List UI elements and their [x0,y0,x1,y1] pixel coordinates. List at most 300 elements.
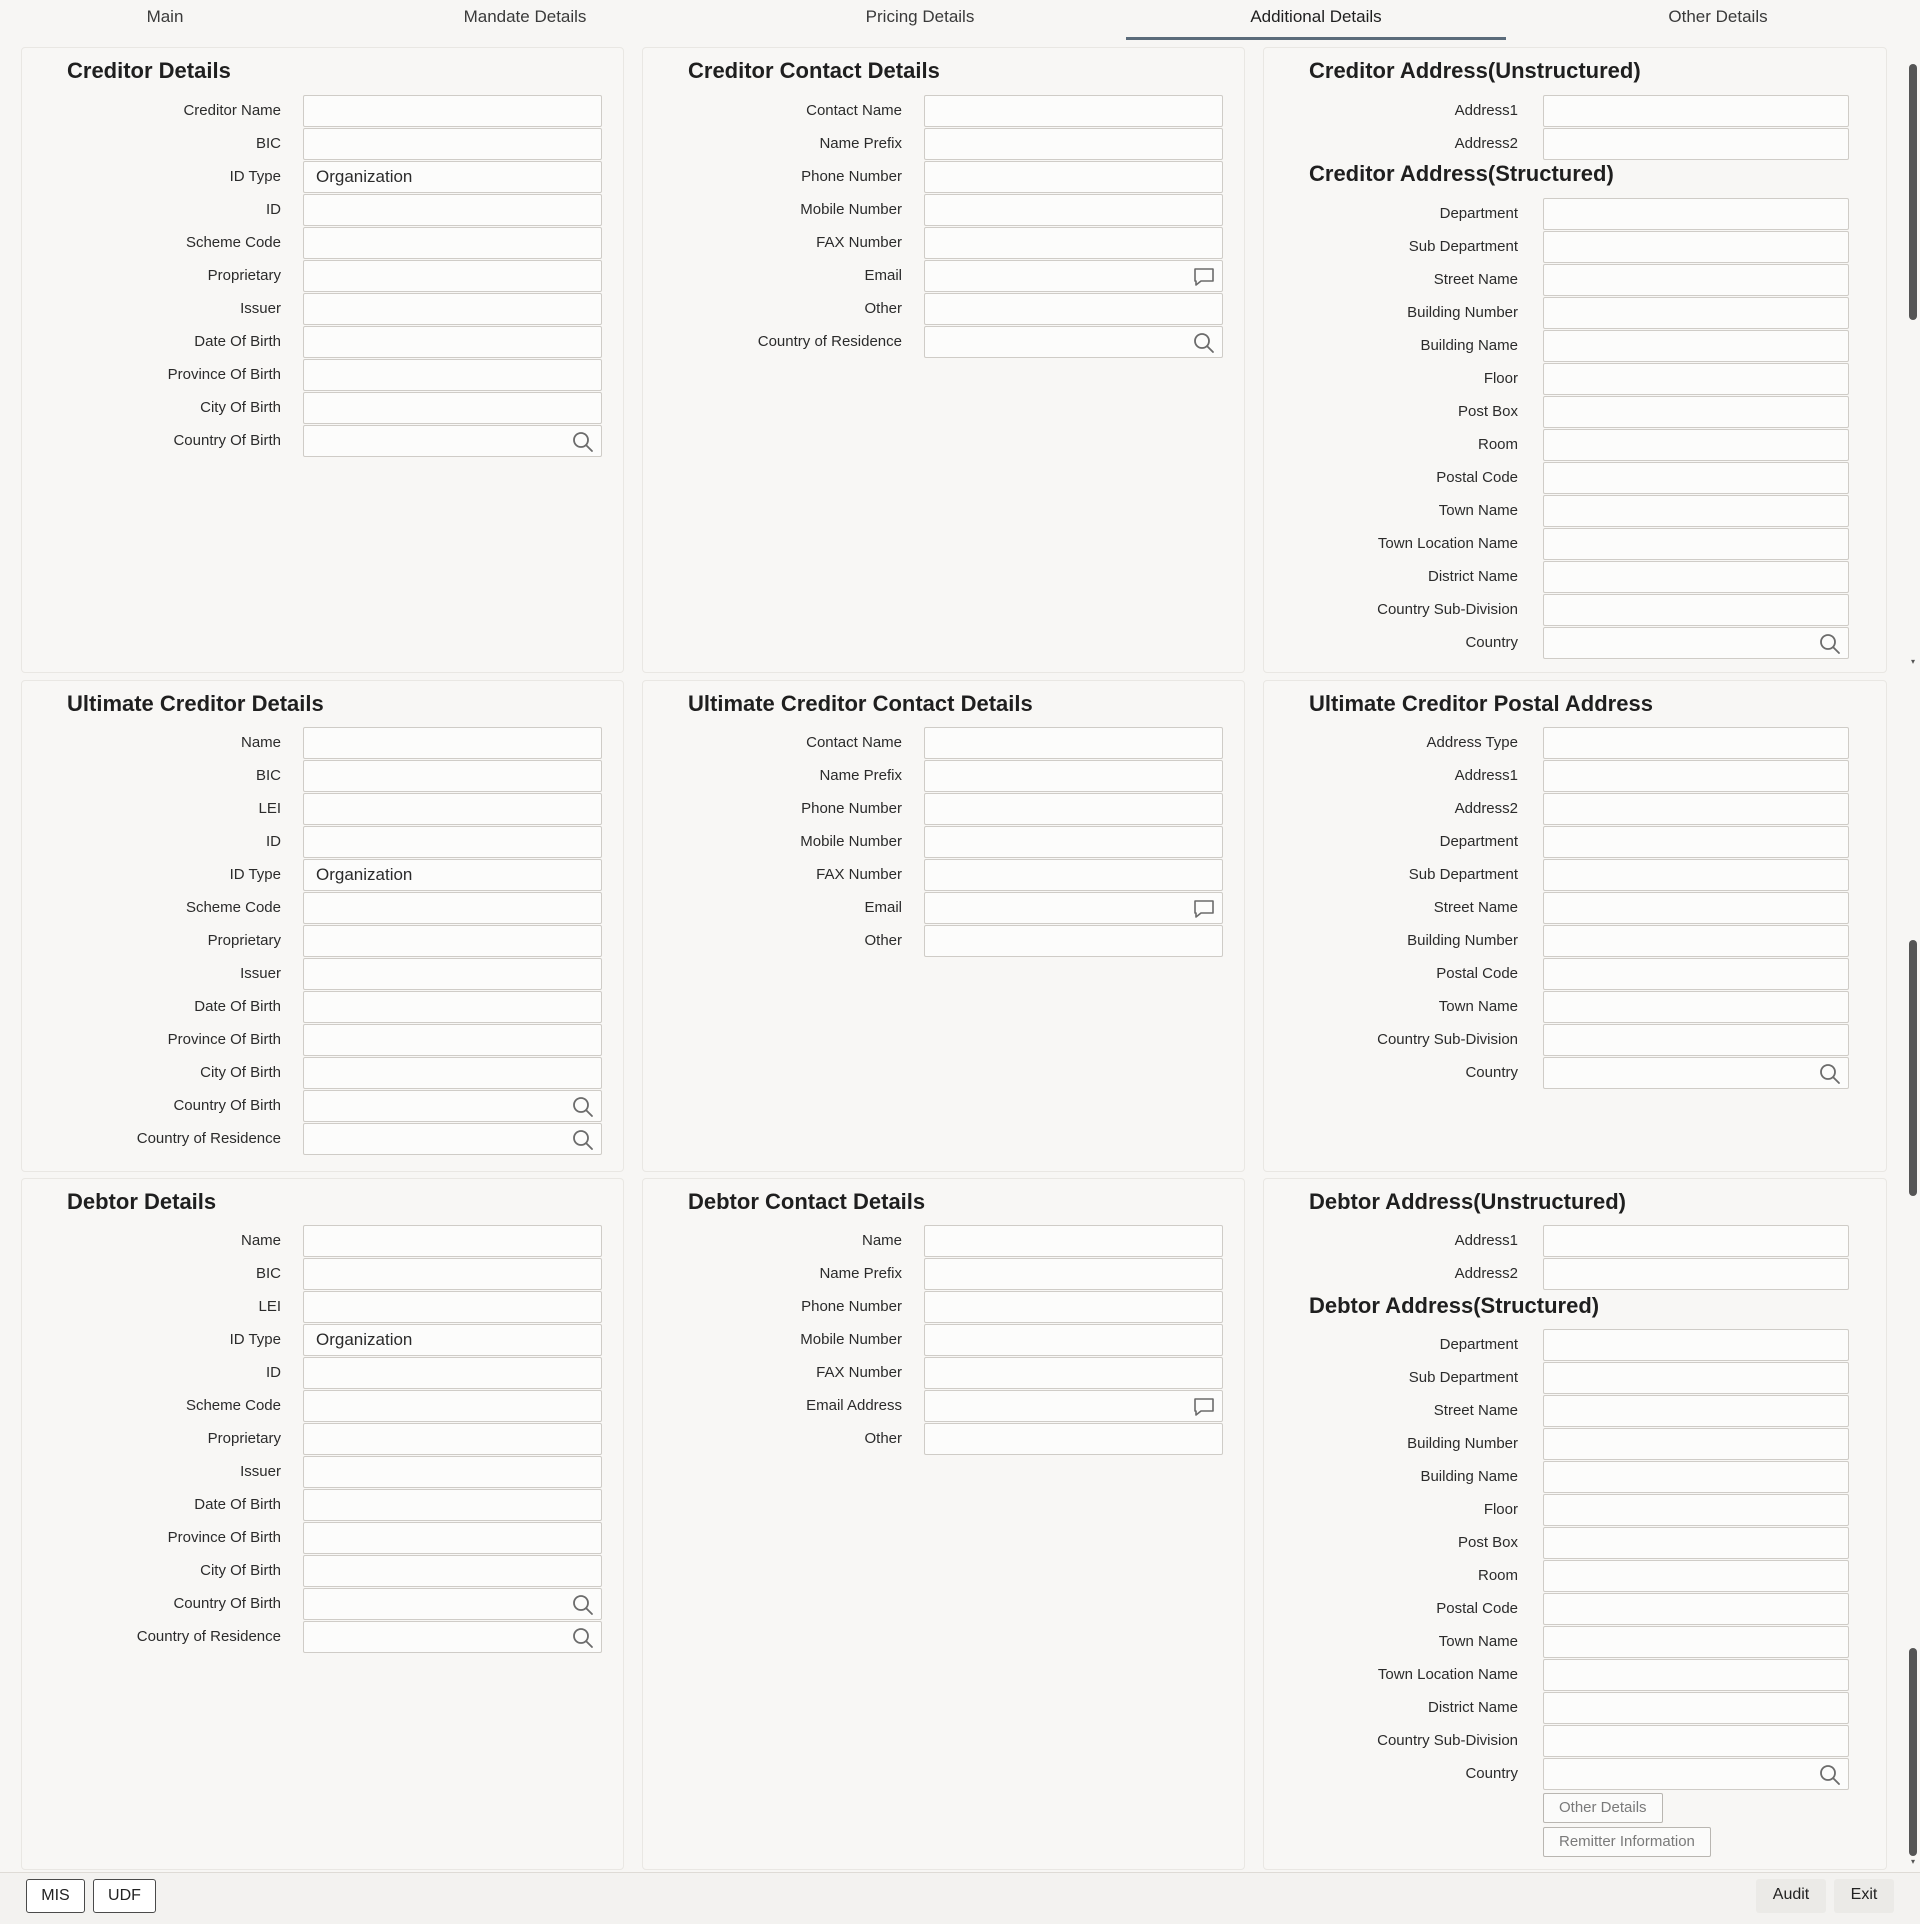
other-details-button[interactable]: Other Details [1543,1793,1663,1823]
scheme-code-row [22,1390,602,1422]
mobile-number-field[interactable] [924,194,1223,226]
town-name-field[interactable] [1543,495,1849,527]
country-of-birth-label: Country Of Birth [173,432,281,449]
scroll-thumb-bottom[interactable] [1909,1648,1917,1856]
fax-number-label: FAX Number [816,234,902,251]
town-location-name-field[interactable] [1543,528,1849,560]
email-address-label: Email Address [806,1397,902,1414]
id-type-field[interactable] [303,1324,602,1356]
district-name-label: District Name [1427,568,1518,585]
scheme-code-label: Scheme Code [185,1397,281,1414]
lei-row [22,793,602,825]
name-prefix-label: Name Prefix [819,135,902,152]
tab-pricing-details[interactable]: Pricing Details [865,7,975,26]
country-of-birth-label: Country Of Birth [173,1595,281,1612]
proprietary-label: Proprietary [207,932,281,949]
country-of-birth-row [22,425,602,457]
province-of-birth-field[interactable] [303,359,602,391]
creditor-name-field[interactable] [303,95,602,127]
sub-department-label: Sub Department [1408,866,1518,883]
postal-code-label: Postal Code [1436,469,1518,486]
country-field[interactable] [1543,1057,1849,1089]
country-label: Country [1465,634,1518,651]
email-field[interactable] [924,260,1223,292]
ultimate-creditor-postal-address-title: Ultimate Creditor Postal Address [1309,691,1653,716]
town-location-name-row [1264,528,1849,560]
city-of-birth-field[interactable] [303,1555,602,1587]
name-field[interactable] [303,1225,602,1257]
search-icon[interactable] [571,1128,595,1152]
debtor-details-title: Debtor Details [67,1189,217,1214]
issuer-label: Issuer [240,1463,281,1480]
other-row [643,1423,1223,1455]
bic-row [22,1258,602,1290]
address2-row [1264,793,1849,825]
room-field[interactable] [1543,429,1849,461]
scheme-code-label: Scheme Code [185,234,281,251]
town-name-row [1264,991,1849,1023]
issuer-label: Issuer [240,965,281,982]
issuer-row [22,958,602,990]
department-label: Department [1439,205,1518,222]
postal-code-label: Postal Code [1436,965,1518,982]
issuer-label: Issuer [240,300,281,317]
search-icon[interactable] [571,1626,595,1650]
creditor-name-label: Creditor Name [183,102,281,119]
room-row [1264,429,1849,461]
audit-button[interactable]: Audit [1756,1879,1826,1913]
lei-field[interactable] [303,1291,602,1323]
country-of-residence-row [22,1123,602,1155]
country-of-residence-field[interactable] [924,326,1223,358]
creditor-name-row [22,95,602,127]
search-icon[interactable] [571,1593,595,1617]
mobile-number-row [643,1324,1223,1356]
contact-name-field[interactable] [924,727,1223,759]
district-name-field[interactable] [1543,561,1849,593]
country-sub-division-label: Country Sub-Division [1377,1732,1518,1749]
id-row [22,826,602,858]
department-row [1264,826,1849,858]
town-name-label: Town Name [1438,1633,1518,1650]
floor-field[interactable] [1543,1494,1849,1526]
bic-row [22,760,602,792]
country-sub-division-label: Country Sub-Division [1377,1031,1518,1048]
city-of-birth-label: City Of Birth [200,1064,281,1081]
sub-department-row [1264,231,1849,263]
other-label: Other [864,300,902,317]
lei-label: LEI [258,800,281,817]
post-box-label: Post Box [1457,403,1518,420]
street-name-label: Street Name [1433,271,1518,288]
address2-label: Address2 [1454,1265,1518,1282]
country-field[interactable] [1543,627,1849,659]
date-of-birth-field[interactable] [303,991,602,1023]
mobile-number-row [643,194,1223,226]
id-field[interactable] [303,194,602,226]
issuer-field[interactable] [303,958,602,990]
id-type-label: ID Type [229,1331,281,1348]
room-label: Room [1477,436,1518,453]
name-prefix-field[interactable] [924,128,1223,160]
country-sub-division-field[interactable] [1543,1024,1849,1056]
id-type-field[interactable] [303,859,602,891]
country-of-birth-field[interactable] [303,1090,602,1122]
postal-code-field[interactable] [1543,462,1849,494]
town-location-name-field[interactable] [1543,1659,1849,1691]
building-name-row [1264,330,1849,362]
country-of-residence-label: Country of Residence [757,333,902,350]
country-row [1264,627,1849,659]
fax-number-label: FAX Number [816,1364,902,1381]
department-field[interactable] [1543,826,1849,858]
sub-department-field[interactable] [1543,231,1849,263]
lei-row [22,1291,602,1323]
phone-number-label: Phone Number [801,800,902,817]
contact-name-label: Contact Name [806,734,902,751]
id-field[interactable] [303,1357,602,1389]
country-of-residence-field[interactable] [303,1123,602,1155]
scroll-thumb-middle[interactable] [1909,940,1917,1196]
post-box-field[interactable] [1543,1527,1849,1559]
ultimate-creditor-details-title: Ultimate Creditor Details [67,691,324,716]
other-field[interactable] [924,1423,1223,1455]
issuer-row [22,293,602,325]
name-prefix-field[interactable] [924,760,1223,792]
street-name-label: Street Name [1433,899,1518,916]
scheme-code-row [22,227,602,259]
mobile-number-row [643,826,1223,858]
scheme-code-field[interactable] [303,1390,602,1422]
scheme-code-field[interactable] [303,892,602,924]
building-number-field[interactable] [1543,925,1849,957]
scheme-code-row [22,892,602,924]
date-of-birth-row [22,326,602,358]
email-row [643,892,1223,924]
postal-code-field[interactable] [1543,958,1849,990]
issuer-row [22,1456,602,1488]
postal-code-label: Postal Code [1436,1600,1518,1617]
room-field[interactable] [1543,1560,1849,1592]
creditor-details-panel [21,47,624,673]
scheme-code-field[interactable] [303,227,602,259]
address2-field[interactable] [1543,1258,1849,1290]
street-name-row [1264,1395,1849,1427]
building-name-field[interactable] [1543,1461,1849,1493]
scroll-down-arrow-icon-bottom[interactable]: ▾ [1910,1857,1915,1866]
issuer-field[interactable] [303,293,602,325]
floor-row [1264,1494,1849,1526]
department-row [1264,1329,1849,1361]
email-address-field[interactable] [924,1390,1223,1422]
postal-code-field[interactable] [1543,1593,1849,1625]
date-of-birth-field[interactable] [303,326,602,358]
country-field[interactable] [1543,1758,1849,1790]
other-label: Other [864,1430,902,1447]
id-label: ID [266,201,281,218]
debtor-contact-details-title: Debtor Contact Details [688,1189,926,1214]
id-row [22,194,602,226]
search-icon[interactable] [1818,1763,1842,1787]
town-location-name-label: Town Location Name [1377,1666,1518,1683]
address2-field[interactable] [1543,793,1849,825]
search-icon[interactable] [571,1095,595,1119]
town-location-name-label: Town Location Name [1377,535,1518,552]
building-number-label: Building Number [1407,304,1518,321]
tab-other-details[interactable]: Other Details [1668,7,1768,26]
mobile-number-label: Mobile Number [800,833,902,850]
town-name-row [1264,495,1849,527]
tab-bar [0,0,1906,40]
building-name-label: Building Name [1420,337,1518,354]
name-prefix-field[interactable] [924,1258,1223,1290]
country-sub-division-field[interactable] [1543,1725,1849,1757]
email-address-row [643,1390,1223,1422]
comment-icon[interactable] [1192,265,1216,289]
country-of-birth-field[interactable] [303,1588,602,1620]
address1-field[interactable] [1543,760,1849,792]
fax-number-row [643,1357,1223,1389]
street-name-label: Street Name [1433,1402,1518,1419]
city-of-birth-field[interactable] [303,392,602,424]
sub-department-field[interactable] [1543,859,1849,891]
scroll-down-arrow-icon[interactable]: ▾ [1910,657,1915,666]
name-row [22,727,602,759]
street-name-field[interactable] [1543,892,1849,924]
proprietary-row [22,925,602,957]
district-name-field[interactable] [1543,1692,1849,1724]
debtor-address-unstructured-title: Debtor Address(Unstructured) [1309,1189,1626,1214]
search-icon[interactable] [1192,331,1216,355]
bic-field[interactable] [303,760,602,792]
id-type-field[interactable] [303,161,602,193]
district-name-row [1264,561,1849,593]
name-field[interactable] [303,727,602,759]
phone-number-row [643,161,1223,193]
department-field[interactable] [1543,1329,1849,1361]
building-number-field[interactable] [1543,297,1849,329]
province-of-birth-label: Province Of Birth [167,1529,281,1546]
street-name-field[interactable] [1543,1395,1849,1427]
email-field[interactable] [924,892,1223,924]
creditor-contact-details-panel [642,47,1245,673]
name-prefix-row [643,760,1223,792]
fax-number-row [643,227,1223,259]
country-of-birth-field[interactable] [303,425,602,457]
proprietary-field[interactable] [303,925,602,957]
name-label: Name [240,1232,281,1249]
room-row [1264,1560,1849,1592]
address2-row [1264,128,1849,160]
address1-row [1264,1225,1849,1257]
id-row [22,1357,602,1389]
search-icon[interactable] [571,430,595,454]
debtor-address-structured-title: Debtor Address(Structured) [1309,1293,1600,1318]
creditor-details-title: Creditor Details [67,58,231,83]
mobile-number-field[interactable] [924,1324,1223,1356]
creditor-contact-details-title: Creditor Contact Details [688,58,940,83]
other-field[interactable] [924,293,1223,325]
phone-number-row [643,1291,1223,1323]
city-of-birth-field[interactable] [303,1057,602,1089]
address1-row [1264,95,1849,127]
country-of-residence-label: Country of Residence [136,1130,281,1147]
phone-number-field[interactable] [924,161,1223,193]
contact-name-field[interactable] [924,95,1223,127]
country-sub-division-row [1264,1725,1849,1757]
debtor-details-panel [21,1178,624,1870]
mobile-number-label: Mobile Number [800,201,902,218]
tab-mandate-details[interactable]: Mandate Details [463,7,587,26]
country-of-birth-label: Country Of Birth [173,1097,281,1114]
comment-icon[interactable] [1192,1395,1216,1419]
phone-number-field[interactable] [924,793,1223,825]
search-icon[interactable] [1818,1062,1842,1086]
address1-field[interactable] [1543,1225,1849,1257]
proprietary-label: Proprietary [207,1430,281,1447]
vertical-scrollbar[interactable] [1906,44,1920,1870]
province-of-birth-label: Province Of Birth [167,366,281,383]
post-box-field[interactable] [1543,396,1849,428]
proprietary-field[interactable] [303,1423,602,1455]
address1-row [1264,760,1849,792]
country-label: Country [1465,1765,1518,1782]
search-icon[interactable] [1818,632,1842,656]
name-row [643,1225,1223,1257]
address-type-row [1264,727,1849,759]
sub-department-row [1264,859,1849,891]
other-field[interactable] [924,925,1223,957]
comment-icon[interactable] [1192,897,1216,921]
town-name-field[interactable] [1543,991,1849,1023]
province-of-birth-row [22,1024,602,1056]
country-row [1264,1758,1849,1790]
fax-number-field[interactable] [924,859,1223,891]
country-of-residence-field[interactable] [303,1621,602,1653]
debtor-contact-details-panel [642,1178,1245,1870]
floor-field[interactable] [1543,363,1849,395]
mobile-number-field[interactable] [924,826,1223,858]
address1-label: Address1 [1454,102,1518,119]
bic-label: BIC [255,767,281,784]
province-of-birth-field[interactable] [303,1522,602,1554]
department-label: Department [1439,833,1518,850]
name-prefix-row [643,1258,1223,1290]
address-type-field[interactable] [1543,727,1849,759]
city-of-birth-row [22,1555,602,1587]
bic-field[interactable] [303,128,602,160]
issuer-field[interactable] [303,1456,602,1488]
city-of-birth-label: City Of Birth [200,1562,281,1579]
town-name-label: Town Name [1438,502,1518,519]
email-label: Email [864,267,902,284]
fax-number-field[interactable] [924,227,1223,259]
proprietary-row [22,1423,602,1455]
contact-name-row [643,95,1223,127]
date-of-birth-row [22,991,602,1023]
department-field[interactable] [1543,198,1849,230]
address2-row [1264,1258,1849,1290]
floor-label: Floor [1483,1501,1518,1518]
building-number-row [1264,1428,1849,1460]
scheme-code-label: Scheme Code [185,899,281,916]
id-type-label: ID Type [229,866,281,883]
building-number-field[interactable] [1543,1428,1849,1460]
address2-field[interactable] [1543,128,1849,160]
fax-number-field[interactable] [924,1357,1223,1389]
id-type-value: Organization [316,1330,413,1349]
id-field[interactable] [303,826,602,858]
bic-label: BIC [255,1265,281,1282]
street-name-field[interactable] [1543,264,1849,296]
ultimate-creditor-details-panel [21,680,624,1172]
country-of-residence-label: Country of Residence [136,1628,281,1645]
building-number-label: Building Number [1407,1435,1518,1452]
id-label: ID [266,1364,281,1381]
tab-additional-details[interactable]: Additional Details [1126,0,1506,40]
bic-field[interactable] [303,1258,602,1290]
address1-label: Address1 [1454,1232,1518,1249]
country-sub-division-field[interactable] [1543,594,1849,626]
building-name-label: Building Name [1420,1468,1518,1485]
footer-bar [0,1872,1920,1924]
postal-code-row [1264,1593,1849,1625]
country-row [1264,1057,1849,1089]
post-box-row [1264,1527,1849,1559]
date-of-birth-field[interactable] [303,1489,602,1521]
town-name-field[interactable] [1543,1626,1849,1658]
phone-number-field[interactable] [924,1291,1223,1323]
creditor-address-panel [1263,47,1887,673]
country-of-birth-row [22,1588,602,1620]
sub-department-row [1264,1362,1849,1394]
date-of-birth-label: Date Of Birth [194,998,281,1015]
country-sub-division-row [1264,594,1849,626]
udf-button[interactable]: UDF [93,1879,156,1913]
country-of-residence-row [22,1621,602,1653]
creditor-address-structured-title: Creditor Address(Structured) [1309,161,1614,186]
building-name-field[interactable] [1543,330,1849,362]
exit-button[interactable]: Exit [1834,1879,1894,1913]
id-type-row [22,859,602,891]
post-box-row [1264,396,1849,428]
remitter-information-button[interactable]: Remitter Information [1543,1827,1711,1857]
room-label: Room [1477,1567,1518,1584]
town-location-name-row [1264,1659,1849,1691]
lei-field[interactable] [303,793,602,825]
fax-number-label: FAX Number [816,866,902,883]
id-type-value: Organization [316,167,413,186]
proprietary-field[interactable] [303,260,602,292]
floor-row [1264,363,1849,395]
building-name-row [1264,1461,1849,1493]
country-label: Country [1465,1064,1518,1081]
sub-department-field[interactable] [1543,1362,1849,1394]
street-name-row [1264,892,1849,924]
province-of-birth-field[interactable] [303,1024,602,1056]
province-of-birth-label: Province Of Birth [167,1031,281,1048]
floor-label: Floor [1483,370,1518,387]
ultimate-creditor-contact-details-title: Ultimate Creditor Contact Details [688,691,1033,716]
address1-field[interactable] [1543,95,1849,127]
country-of-residence-row [643,326,1223,358]
fax-number-row [643,859,1223,891]
city-of-birth-label: City Of Birth [200,399,281,416]
tab-main[interactable]: Main [146,7,184,26]
scroll-thumb-top[interactable] [1909,64,1917,320]
mis-button[interactable]: MIS [26,1879,85,1913]
name-field[interactable] [924,1225,1223,1257]
